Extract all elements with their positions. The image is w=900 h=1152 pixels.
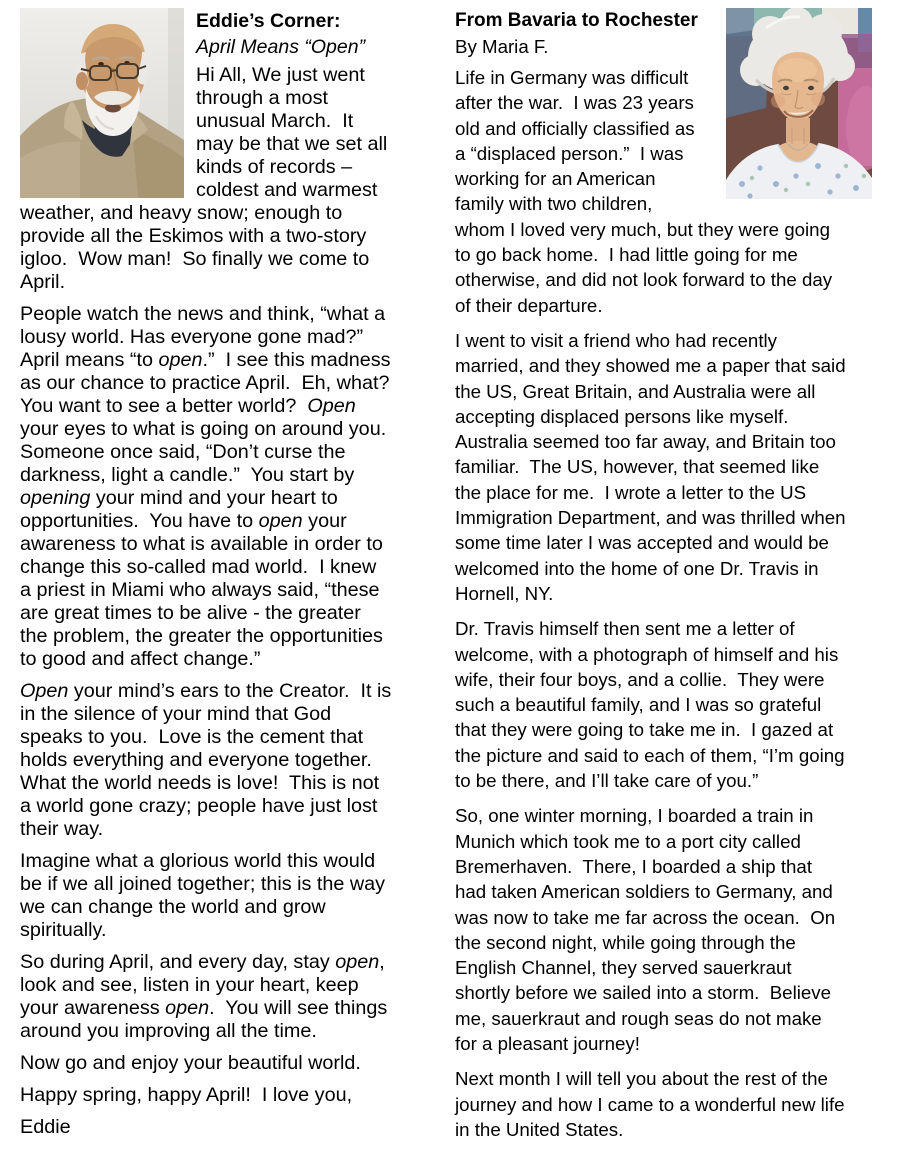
left-paragraph-7: Happy spring, happy April! I love you, bbox=[20, 1084, 353, 1106]
eddie-photo bbox=[20, 8, 184, 198]
left-article-subtitle: April Means “Open” bbox=[196, 36, 366, 58]
left-paragraph-6: Now go and enjoy your beautiful world. bbox=[20, 1052, 361, 1074]
article-eddies-corner bbox=[20, 8, 401, 1152]
right-paragraph-3: Dr. Travis himself then sent me a letter of welcome, with a photograph of himself and his wife, their four boys, and a collie. They were such a beautiful family, and I was so grateful that they were going to take me in. I gazed at the picture and said to each of them, “I’m going to be there, and I’ll take care of you.” bbox=[455, 618, 850, 792]
left-paragraph-2: People watch the news and think, “what a lousy world. Has everyone gone mad?” April means “to open.” I see this madness as our chance to practice April. Eh, what? You want to see a better world? Open your eyes to what is going on around you. Someone once said, “Don’t curse the darkness, light a candle.” You start by opening your mind and your heart to opportunities. You have to open your awareness to what is available in order to change this so-called mad world. I knew a priest in Miami who always said, “these are great times to be alive - the greater the problem, the greater the opportunities to good and affect change.” bbox=[20, 303, 401, 670]
right-paragraph-2: I went to visit a friend who had recently married, and they showed me a paper that said the US, Great Britain, and Australia were all accepting displaced persons like myself. Australia seemed too far away, and Britain too familiar. The US, however, that seemed like the place for me. I wrote a letter to the US Immigration Department, and was thrilled when some time later I was accepted and would be welcomed into the home of one Dr. Travis in Hornell, NY. bbox=[455, 329, 851, 604]
right-paragraph-4: So, one winter morning, I boarded a train in Munich which took me to a port city called Bremerhaven. There, I boarded a ship that had taken American soldiers to Germany, and was now to take me far across the ocean. On the second night, while going through the English Channel, they served sauerkraut shortly before we sailed into a storm. Believe me, sauerkraut and rough seas do not make for a pleasant journey! bbox=[455, 805, 841, 1054]
left-article-title: Eddie’s Corner: bbox=[196, 10, 341, 32]
article-bavaria-to-rochester bbox=[455, 8, 851, 1152]
left-paragraph-5: So during April, and every day, stay open, look and see, listen in your heart, keep your awareness open. You will see things around you improving all the time. bbox=[20, 951, 393, 1042]
left-paragraph-1: Hi All, We just went through a most unusual March. It may be that we set all kinds of records – coldest and warmest weather, and heavy snow; enough to provide all the Eskimos with a two-story igloo. Wow man! So finally we come to April. bbox=[20, 64, 393, 293]
maria-photo-illustration bbox=[726, 8, 872, 199]
right-article-byline: By Maria F. bbox=[455, 36, 549, 57]
left-paragraph-4: Imagine what a glorious world this would be if we all joined together; this is the way we can change the world and grow spiritually. bbox=[20, 850, 391, 941]
right-article-title: From Bavaria to Rochester bbox=[455, 10, 698, 31]
right-paragraph-5: Next month I will tell you about the rest of the journey and how I came to a wonderful new life in the United States. bbox=[455, 1068, 850, 1140]
left-paragraph-signature: Eddie bbox=[20, 1116, 71, 1138]
eddie-photo-illustration bbox=[20, 8, 184, 198]
left-paragraph-3: Open your mind’s ears to the Creator. It is in the silence of your mind that God speaks to you. Love is the cement that holds everything and everyone together. What the world needs is love! This is not a world gone crazy; people have just lost their way. bbox=[20, 680, 397, 840]
right-paragraph-1: Life in Germany was difficult after the war. I was 23 years old and officially classified as a “displaced person.” I was working for an American family with two children, whom I loved very much, but they were going to go back home. I had little going for me otherwise, and did not look forward to the day of their departure. bbox=[455, 67, 838, 316]
maria-photo bbox=[726, 8, 872, 199]
